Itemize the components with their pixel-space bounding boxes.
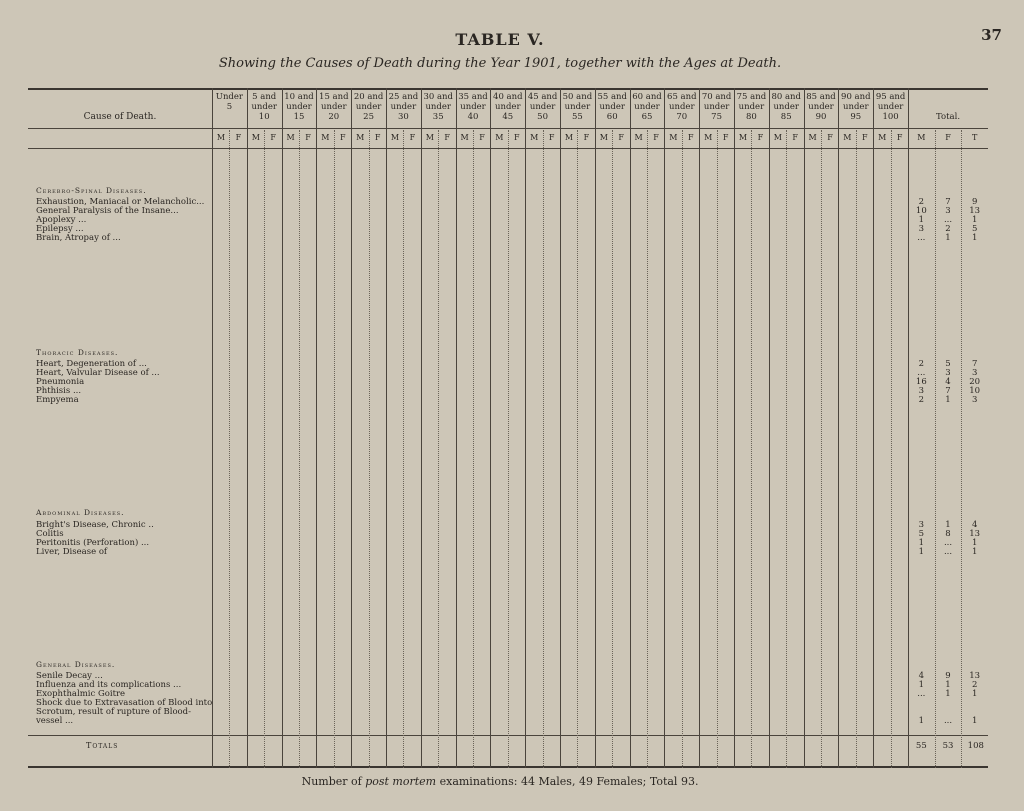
grand-total-value: 55 xyxy=(915,741,927,751)
total-value: 5 xyxy=(945,359,951,369)
age-header: 60 and under 65 xyxy=(632,92,662,122)
total-value: 3 xyxy=(918,224,925,234)
total-value: 3 xyxy=(918,386,925,396)
sex-label-f: F xyxy=(792,133,798,142)
total-value: 9 xyxy=(971,197,978,207)
sex-divider xyxy=(612,130,613,768)
age-header: 75 and under 80 xyxy=(736,92,767,122)
total-value: 10 xyxy=(969,386,981,396)
age-column-divider xyxy=(595,88,596,768)
total-value: 1 xyxy=(971,215,978,225)
total-label-m: M xyxy=(917,133,926,142)
total-value: 4 xyxy=(945,377,951,387)
age-header: 95 and under 100 xyxy=(875,92,906,122)
total-value: 16 xyxy=(915,377,927,387)
age-header: 65 and under 70 xyxy=(667,92,697,122)
sex-label-m: M xyxy=(425,133,434,142)
total-value: 1 xyxy=(945,689,951,699)
sex-label-m: M xyxy=(356,133,365,142)
sex-label-m: M xyxy=(495,133,504,142)
age-header: Under 5 xyxy=(215,92,243,112)
cause-row: Liver, Disease of xyxy=(36,547,108,557)
age-column-divider xyxy=(456,88,457,768)
cause-header: Cause of Death. xyxy=(83,112,157,122)
sex-label-m: M xyxy=(460,133,469,142)
sex-label-f: F xyxy=(444,133,450,142)
age-header: 70 and under 75 xyxy=(701,92,732,122)
age-column-divider xyxy=(351,88,352,768)
age-column-divider xyxy=(525,88,526,768)
section-abdominal: Abdominal Diseases. xyxy=(36,508,125,517)
total-value: 1 xyxy=(971,547,978,557)
age-header: 5 and under 10 xyxy=(251,92,277,122)
sex-divider xyxy=(751,130,752,768)
sex-label-f: F xyxy=(653,133,659,142)
sex-label-f: F xyxy=(235,133,242,142)
total-value: 2 xyxy=(945,224,951,234)
cause-row: Bright's Disease, Chronic .. xyxy=(36,520,154,530)
sex-divider xyxy=(473,130,474,768)
cause-row: vessel ... xyxy=(36,716,74,726)
sex-label-m: M xyxy=(843,133,852,142)
total-value: ... xyxy=(917,689,926,699)
total-value: 1 xyxy=(918,680,925,690)
sex-label-f: F xyxy=(270,133,276,142)
age-column-divider xyxy=(316,88,317,768)
total-value: 7 xyxy=(971,359,978,369)
section-thoracic: Thoracic Diseases. xyxy=(36,348,119,357)
sex-label-f: F xyxy=(862,133,868,142)
total-value: 3 xyxy=(971,368,978,378)
total-value: 1 xyxy=(918,716,925,726)
total-value: 20 xyxy=(969,377,981,387)
total-value: ... xyxy=(917,233,926,243)
sex-label-m: M xyxy=(286,133,295,142)
age-column-divider xyxy=(247,88,248,768)
cause-row: Pneumonia xyxy=(36,377,85,387)
total-value: 1 xyxy=(918,215,925,225)
age-column-divider xyxy=(699,88,700,768)
cause-row: Heart, Degeneration of ... xyxy=(36,359,147,369)
total-divider xyxy=(935,130,936,768)
sex-divider xyxy=(682,130,683,768)
age-header: 50 and under 55 xyxy=(562,92,593,122)
grand-total-value: 108 xyxy=(967,741,984,751)
cause-row: Shock due to Extravasation of Blood into xyxy=(36,698,213,708)
sex-label-m: M xyxy=(390,133,400,142)
total-value: 1 xyxy=(945,395,951,405)
cause-row: Exophthalmic Goitre xyxy=(36,689,126,699)
cause-row: Heart, Valvular Disease of ... xyxy=(36,368,160,378)
footnote-suffix: examinations: 44 Males, 49 Females; Total 93. xyxy=(439,775,699,788)
cause-row: Brain, Atropay of ... xyxy=(36,233,121,243)
total-value: ... xyxy=(943,538,953,548)
age-column-divider xyxy=(386,88,387,768)
grand-total-value: 53 xyxy=(942,741,954,751)
sex-label-f: F xyxy=(688,133,694,142)
age-header: 35 and under 40 xyxy=(458,92,488,122)
sex-label-f: F xyxy=(618,133,624,142)
footnote-prefix: Number of xyxy=(301,775,362,788)
total-value: ... xyxy=(943,716,953,726)
sex-label-m: M xyxy=(216,133,226,142)
age-column-divider xyxy=(908,88,909,768)
cause-row: General Paralysis of the Insane... xyxy=(36,206,179,216)
total-value: 1 xyxy=(918,547,925,557)
total-value: 1 xyxy=(945,680,951,690)
sex-label-m: M xyxy=(599,133,608,142)
sex-divider xyxy=(229,130,230,768)
total-value: 8 xyxy=(945,529,951,539)
cause-row: Empyema xyxy=(36,395,79,405)
total-value: 1 xyxy=(971,716,978,726)
sex-label-f: F xyxy=(548,133,555,142)
cause-row: Epilepsy ... xyxy=(36,224,84,234)
sex-label-m: M xyxy=(669,133,678,142)
sex-divider xyxy=(856,130,857,768)
sex-divider xyxy=(508,130,509,768)
age-header: 90 and under 95 xyxy=(841,92,871,122)
total-value: 5 xyxy=(971,224,978,234)
sex-label-f: F xyxy=(374,133,381,142)
sex-divider xyxy=(403,130,404,768)
total-value: 10 xyxy=(915,206,927,216)
total-value: 3 xyxy=(971,395,978,405)
total-value: 13 xyxy=(969,529,981,539)
sex-divider xyxy=(369,130,370,768)
cause-row: Colitis xyxy=(36,529,64,539)
cause-row: Apoplexy ... xyxy=(36,215,87,225)
table-title: TABLE V. xyxy=(455,30,545,49)
age-header: 40 and under 45 xyxy=(493,92,523,122)
total-value: 7 xyxy=(945,386,951,396)
total-value: 1 xyxy=(971,689,978,699)
header-divider xyxy=(28,128,988,129)
totals-label: Totals xyxy=(86,741,119,750)
age-column-divider xyxy=(769,88,770,768)
sex-divider xyxy=(264,130,265,768)
age-header: 15 and under 20 xyxy=(319,92,349,122)
age-column-divider xyxy=(734,88,735,768)
total-divider xyxy=(961,130,962,768)
total-value: 13 xyxy=(969,206,981,216)
total-value: 2 xyxy=(918,197,925,207)
total-value: 7 xyxy=(945,197,951,207)
sex-label-m: M xyxy=(704,133,713,142)
sex-label-m: M xyxy=(878,133,887,142)
sex-divider xyxy=(299,130,300,768)
table-subtitle: Showing the Causes of Death during the Year 1901, together with the Ages at Death. xyxy=(218,56,782,71)
age-column-divider xyxy=(804,88,805,768)
sex-divider xyxy=(543,130,544,768)
sex-label-f: F xyxy=(340,133,346,142)
sex-label-f: F xyxy=(896,133,903,142)
total-value: 2 xyxy=(918,395,925,405)
total-value: 13 xyxy=(969,671,981,681)
age-column-divider xyxy=(838,88,839,768)
total-value: 1 xyxy=(971,538,978,548)
total-value: 1 xyxy=(945,520,951,530)
age-column-divider xyxy=(664,88,665,768)
cause-row: Senile Decay ... xyxy=(36,671,103,681)
sex-divider xyxy=(717,130,718,768)
footnote-italic: post mortem xyxy=(365,775,437,788)
sex-label-f: F xyxy=(757,133,764,142)
age-column-divider xyxy=(421,88,422,768)
sex-divider xyxy=(438,130,439,768)
cause-row: Scrotum, result of rupture of Blood- xyxy=(36,707,191,717)
total-value: ... xyxy=(917,368,926,378)
total-value: 1 xyxy=(918,538,925,548)
age-header: 30 and under 35 xyxy=(423,92,453,122)
sex-label-f: F xyxy=(305,133,311,142)
sex-divider xyxy=(647,130,648,768)
age-column-divider xyxy=(282,88,283,768)
sex-divider xyxy=(577,130,578,768)
total-value: 1 xyxy=(945,233,951,243)
sex-label-m: M xyxy=(808,133,817,142)
cause-row: Exhaustion, Maniacal or Melancholic... xyxy=(36,197,205,207)
section-general: General Diseases. xyxy=(36,660,116,669)
age-column-divider xyxy=(490,88,491,768)
sex-label-m: M xyxy=(564,133,574,142)
sex-label-f: F xyxy=(514,133,520,142)
total-value: 3 xyxy=(945,206,951,216)
sex-label-f: F xyxy=(722,133,729,142)
total-label-f: F xyxy=(945,133,951,142)
sex-divider xyxy=(334,130,335,768)
age-column-divider xyxy=(560,88,561,768)
age-column-divider xyxy=(630,88,631,768)
sex-divider xyxy=(786,130,787,768)
sex-label-m: M xyxy=(773,133,782,142)
sex-label-m: M xyxy=(321,133,330,142)
section-cerebro: Cerebro-Spinal Diseases. xyxy=(36,186,147,195)
total-value: ... xyxy=(943,215,953,225)
sex-label-f: F xyxy=(409,133,416,142)
total-value: 4 xyxy=(918,671,925,681)
total-header: Total. xyxy=(935,112,961,122)
cause-row: Phthisis ... xyxy=(36,386,82,396)
sex-label-f: F xyxy=(583,133,590,142)
footnote xyxy=(0,775,1000,788)
sex-label-m: M xyxy=(738,133,748,142)
sex-label-m: M xyxy=(251,133,260,142)
total-label-t: T xyxy=(971,133,978,142)
page-number: 37 xyxy=(981,26,1002,44)
age-header: 20 and under 25 xyxy=(353,92,384,122)
cause-row: Peritonitis (Perforation) ... xyxy=(36,538,150,548)
age-header: 25 and under 30 xyxy=(388,92,419,122)
age-header: 55 and under 60 xyxy=(597,92,627,122)
age-column-divider xyxy=(873,88,874,768)
total-value: 4 xyxy=(971,520,978,530)
sex-label-f: F xyxy=(479,133,485,142)
cause-column-divider xyxy=(212,88,213,768)
sex-label-m: M xyxy=(530,133,539,142)
total-value: 2 xyxy=(918,359,925,369)
age-header: 80 and under 85 xyxy=(771,92,801,122)
sex-divider xyxy=(821,130,822,768)
age-header: 45 and under 50 xyxy=(527,92,558,122)
age-header: 10 and under 15 xyxy=(284,92,314,122)
total-value: ... xyxy=(943,547,953,557)
age-header: 85 and under 90 xyxy=(806,92,836,122)
total-value: 5 xyxy=(918,529,925,539)
total-value: 3 xyxy=(918,520,925,530)
total-value: 2 xyxy=(971,680,978,690)
total-value: 3 xyxy=(945,368,951,378)
sex-divider xyxy=(891,130,892,768)
sex-label-f: F xyxy=(827,133,833,142)
sex-label-m: M xyxy=(634,133,643,142)
total-value: 9 xyxy=(945,671,951,681)
total-value: 1 xyxy=(971,233,978,243)
cause-row: Influenza and its complications ... xyxy=(36,680,182,690)
